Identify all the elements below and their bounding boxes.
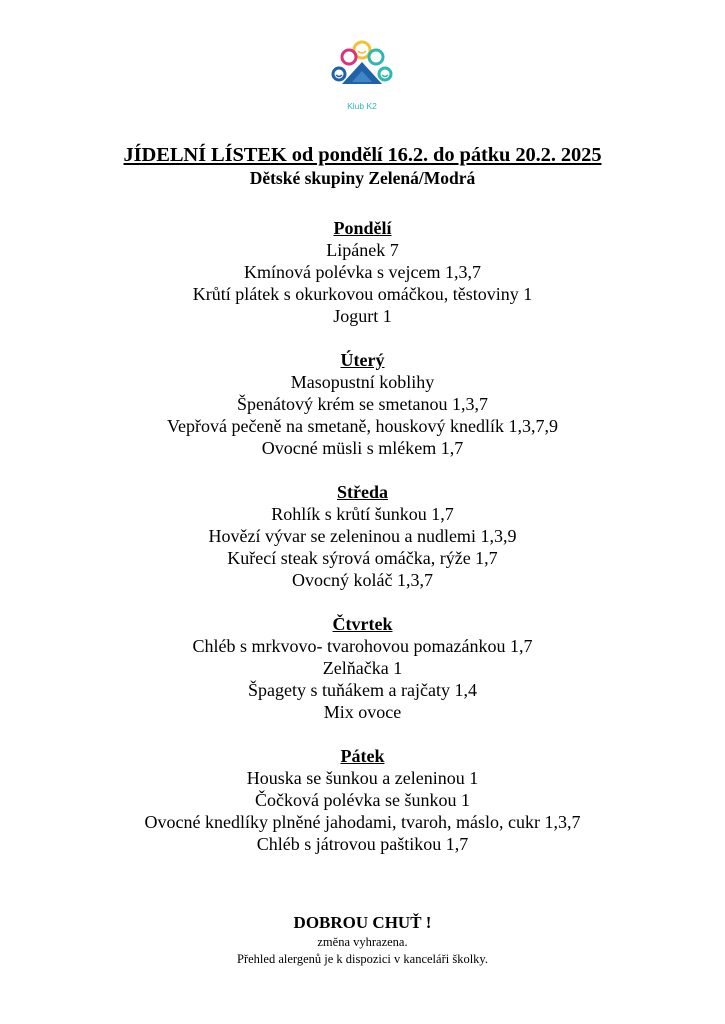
dish-item: Masopustní koblihy [290,372,435,392]
day-name: Středa [337,482,388,502]
dish-item: Houska se šunkou a zeleninou 1 [246,768,479,788]
page-subtitle: Dětské skupiny Zelená/Modrá [249,168,476,188]
dish-item: Ovocné knedlíky plněné jahodami, tvaroh, máslo, cukr 1,3,7 [144,812,581,832]
day-friday [0,745,725,855]
day-thursday [0,613,725,723]
dish-item: Zelňačka 1 [322,658,403,678]
day-name: Pondělí [333,218,392,238]
menu-header [0,143,725,189]
dish-item: Kmínová polévka s vejcem 1,3,7 [244,262,481,282]
dish-item: Vepřová pečeně na smetaně, houskový knedlík 1,3,7,9 [167,416,558,436]
dish-item: Špagety s tuňákem a rajčaty 1,4 [248,680,477,700]
weekly-menu [0,217,725,877]
dish-item: Špenátový krém se smetanou 1,3,7 [237,394,488,414]
change-note: změna vyhrazena. [317,935,408,949]
blue-circle-left [333,68,345,80]
page-title: JÍDELNÍ LÍSTEK od pondělí 16.2. do pátku 20.2. 2025 [123,144,602,166]
teal-circle [369,50,383,64]
dish-item: Ovocný koláč 1,3,7 [292,570,433,590]
dish-item: Ovocné müsli s mlékem 1,7 [261,438,464,458]
day-name: Pátek [340,746,385,766]
club-logo-graphic [330,38,394,124]
dish-item: Lipánek 7 [326,240,399,260]
day-tuesday [0,349,725,459]
day-name: Úterý [340,350,385,370]
dish-item: Rohlík s krůtí šunkou 1,7 [271,504,454,524]
teal-circle-right [379,68,391,80]
dish-item: Jogurt 1 [333,306,392,326]
dish-item: Kuřecí steak sýrová omáčka, rýže 1,7 [227,548,498,568]
dish-item: Čočková polévka se šunkou 1 [255,790,470,810]
dish-item: Mix ovoce [323,702,402,722]
dish-item: Chléb s mrkvovo- tvarohovou pomazánkou 1,7 [192,636,533,656]
logo-text: Klub K2 [347,101,377,111]
dish-item: Krůtí plátek s okurkovou omáčkou, těstoviny 1 [192,284,533,304]
day-wednesday [0,481,725,591]
dish-item: Chléb s játrovou paštikou 1,7 [256,834,469,854]
day-name: Čtvrtek [332,614,393,634]
dish-item: Hovězí vývar se zeleninou a nudlemi 1,3,9 [208,526,517,546]
allergen-note: Přehled alergenů je k dispozici v kanceláři školky. [237,952,488,966]
day-monday [0,217,725,327]
menu-footer [0,912,725,968]
magenta-circle [342,50,356,64]
club-logo [330,38,394,124]
greeting: DOBROU CHUŤ ! [293,913,432,932]
